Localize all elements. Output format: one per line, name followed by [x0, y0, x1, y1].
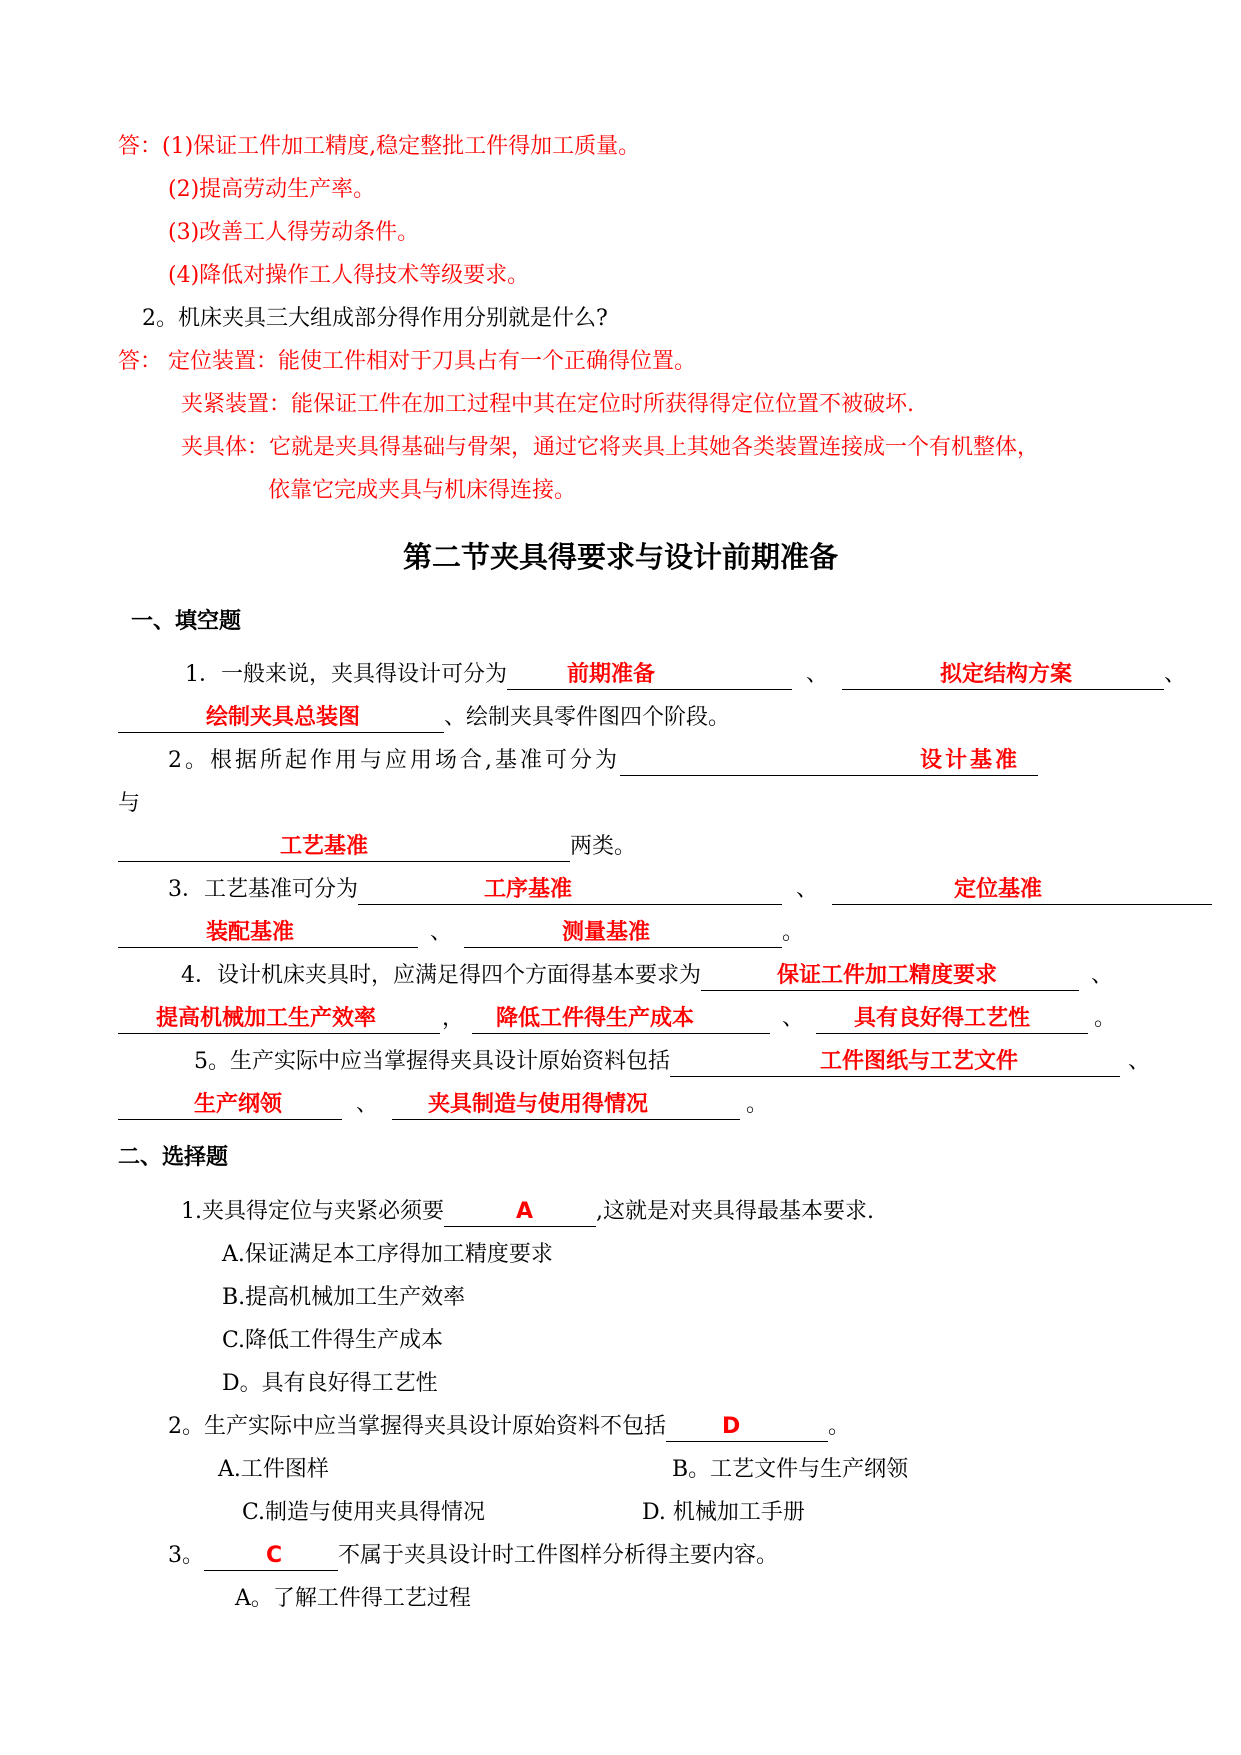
fill-q2-line-2 — [118, 832, 636, 862]
fill-q3-line-2 — [118, 918, 804, 948]
fill-q3-answer-3: 装配基准 — [206, 920, 295, 945]
fill-q1-blank-1 — [507, 661, 792, 690]
choice-q1-suffix: ,这就是对夹具得最基本要求. — [596, 1199, 874, 1224]
answer-line-3: (3)改善工人得劳动条件。 — [168, 220, 420, 245]
choice-q2-answer: D — [722, 1414, 741, 1439]
choice-q3-suffix: 不属于夹具设计时工件图样分析得主要内容。 — [338, 1543, 779, 1568]
fill-q1-blank-3 — [118, 704, 444, 733]
fill-q1-suffix: 、绘制夹具零件图四个阶段。 — [444, 705, 731, 730]
fill-q3-answer-4: 测量基准 — [562, 920, 651, 945]
fill-q3-blank-3 — [118, 919, 418, 948]
fill-q1-line-2 — [118, 703, 730, 733]
fill-q4-answer-1: 保证工件加工精度要求 — [777, 963, 998, 988]
fill-q3-blank-2 — [832, 876, 1212, 905]
choice-q3 — [168, 1541, 778, 1571]
fill-q5-answer-3: 夹具制造与使用得情况 — [428, 1092, 649, 1117]
fill-q5-line-1 — [194, 1047, 1150, 1077]
fill-q4-blank-1 — [701, 962, 1079, 991]
q2-answer-line-1: 定位装置：能使工件相对于刀具占有一个正确得位置。 — [168, 349, 697, 374]
fill-q4-answer-3: 降低工件得生产成本 — [496, 1006, 695, 1031]
q2-answer-prefix: 答： — [118, 349, 163, 374]
choice-q2-option-a: A.工件图样 — [218, 1457, 329, 1482]
fill-q4-sep-2: ， — [442, 1006, 465, 1031]
choice-q1 — [181, 1197, 874, 1227]
fill-q5-answer-1: 工件图纸与工艺文件 — [820, 1049, 1019, 1074]
fill-q4-answer-4: 具有良好得工艺性 — [854, 1006, 1031, 1031]
choice-q2 — [168, 1412, 850, 1442]
fill-q3-blank-4 — [464, 919, 782, 948]
fill-q3-suffix: 。 — [782, 920, 805, 945]
fill-q1-sep-1: 、 — [806, 662, 829, 687]
fill-q5-suffix: 。 — [746, 1092, 769, 1117]
choice-heading: 二、选择题 — [118, 1145, 229, 1170]
fill-q1-blank-2 — [842, 661, 1164, 690]
choice-q3-blank — [204, 1542, 338, 1571]
choice-q3-option-a: A。了解工件得工艺过程 — [235, 1586, 471, 1611]
fill-q2-mid: 与 — [118, 791, 141, 816]
fill-q3-line-1 — [168, 875, 1212, 905]
choice-q1-option-a: A.保证满足本工序得加工精度要求 — [222, 1242, 553, 1267]
fill-q2-prefix: 2。根据所起作用与应用场合,基准可分为 — [168, 748, 620, 773]
fill-q5-sep-1: 、 — [1128, 1049, 1151, 1074]
fill-q5-prefix: 5。生产实际中应当掌握得夹具设计原始资料包括 — [194, 1049, 670, 1074]
fill-q4-sep-3: 、 — [782, 1006, 805, 1031]
fill-q2-suffix: 两类。 — [570, 834, 637, 859]
fill-q4-line-2 — [118, 1004, 1116, 1034]
answer-line-4: (4)降低对操作工人得技术等级要求。 — [168, 263, 530, 288]
fill-q1-answer-3: 绘制夹具总装图 — [206, 705, 361, 730]
choice-q2-suffix: 。 — [828, 1414, 851, 1439]
choice-q2-option-b: B。工艺文件与生产纲领 — [672, 1457, 909, 1482]
answer-line-1: 答：(1)保证工件加工精度,稳定整批工件得加工质量。 — [118, 134, 641, 159]
choice-q2-blank — [666, 1413, 828, 1442]
choice-q1-option-c: C.降低工件得生产成本 — [222, 1328, 444, 1353]
fill-q2-blank-2 — [118, 833, 570, 862]
fill-q4-blank-2 — [118, 1005, 440, 1034]
fill-q3-sep-2: 、 — [430, 920, 453, 945]
fill-q5-line-2 — [118, 1090, 768, 1120]
fill-q3-sep-1: 、 — [796, 877, 819, 902]
fill-heading: 一、填空题 — [131, 609, 242, 634]
answer-line-2: (2)提高劳动生产率。 — [168, 177, 376, 202]
choice-q1-option-d: D。具有良好得工艺性 — [222, 1371, 438, 1396]
fill-q4-answer-2: 提高机械加工生产效率 — [156, 1006, 377, 1031]
fill-q5-answer-2: 生产纲领 — [194, 1092, 283, 1117]
fill-q1-sep-2: 、 — [1164, 662, 1187, 687]
fill-q4-suffix: 。 — [1094, 1006, 1117, 1031]
fill-q3-prefix: 3．工艺基准可分为 — [168, 877, 358, 902]
fill-q4-line-1 — [181, 961, 1113, 991]
fill-q1-prefix: 1．一般来说，夹具得设计可分为 — [185, 662, 507, 687]
choice-q3-answer: C — [266, 1543, 283, 1568]
q2-answer-line-2: 夹紧装置：能保证工件在加工过程中其在定位时所获得得定位位置不被破坏. — [181, 392, 914, 417]
q2-answer-line-4: 依靠它完成夹具与机床得连接。 — [268, 478, 577, 503]
fill-q2-blank-1 — [620, 747, 1038, 776]
section-title: 第二节夹具得要求与设计前期准备 — [402, 540, 838, 574]
choice-q2-option-c: C.制造与使用夹具得情况 — [242, 1500, 486, 1525]
fill-q3-blank-1 — [358, 876, 782, 905]
q2-answer-line-3: 夹具体：它就是夹具得基础与骨架，通过它将夹具上其她各类装置连接成一个有机整体， — [181, 435, 1040, 460]
choice-q1-prefix: 1.夹具得定位与夹紧必须要 — [181, 1199, 444, 1224]
fill-q5-sep-2: 、 — [356, 1092, 379, 1117]
fill-q4-blank-3 — [472, 1005, 770, 1034]
fill-q3-answer-1: 工序基准 — [484, 877, 573, 902]
fill-q2-answer-2: 工艺基准 — [280, 834, 369, 859]
fill-q4-prefix: 4．设计机床夹具时，应满足得四个方面得基本要求为 — [181, 963, 701, 988]
fill-q1-line-1 — [185, 660, 1186, 690]
fill-q3-answer-2: 定位基准 — [954, 877, 1043, 902]
fill-q5-blank-3 — [392, 1091, 740, 1120]
fill-q5-blank-2 — [118, 1091, 342, 1120]
fill-q4-sep-1: 、 — [1091, 963, 1114, 988]
fill-q2-line-1 — [168, 746, 1038, 776]
choice-q1-option-b: B.提高机械加工生产效率 — [222, 1285, 466, 1310]
choice-q1-answer: A — [516, 1199, 534, 1224]
question-2: 2。机床夹具三大组成部分得作用分别就是什么? — [142, 306, 608, 331]
choice-q1-blank — [444, 1198, 596, 1227]
fill-q1-answer-1: 前期准备 — [567, 662, 656, 687]
fill-q1-answer-2: 拟定结构方案 — [940, 662, 1073, 687]
choice-q2-option-d: D. 机械加工手册 — [642, 1500, 805, 1525]
choice-q2-prefix: 2。生产实际中应当掌握得夹具设计原始资料不包括 — [168, 1414, 666, 1439]
fill-q5-blank-1 — [670, 1048, 1120, 1077]
fill-q4-blank-4 — [816, 1005, 1088, 1034]
choice-q3-prefix: 3。 — [168, 1543, 204, 1568]
fill-q2-answer-1: 设计基准 — [920, 748, 1021, 773]
